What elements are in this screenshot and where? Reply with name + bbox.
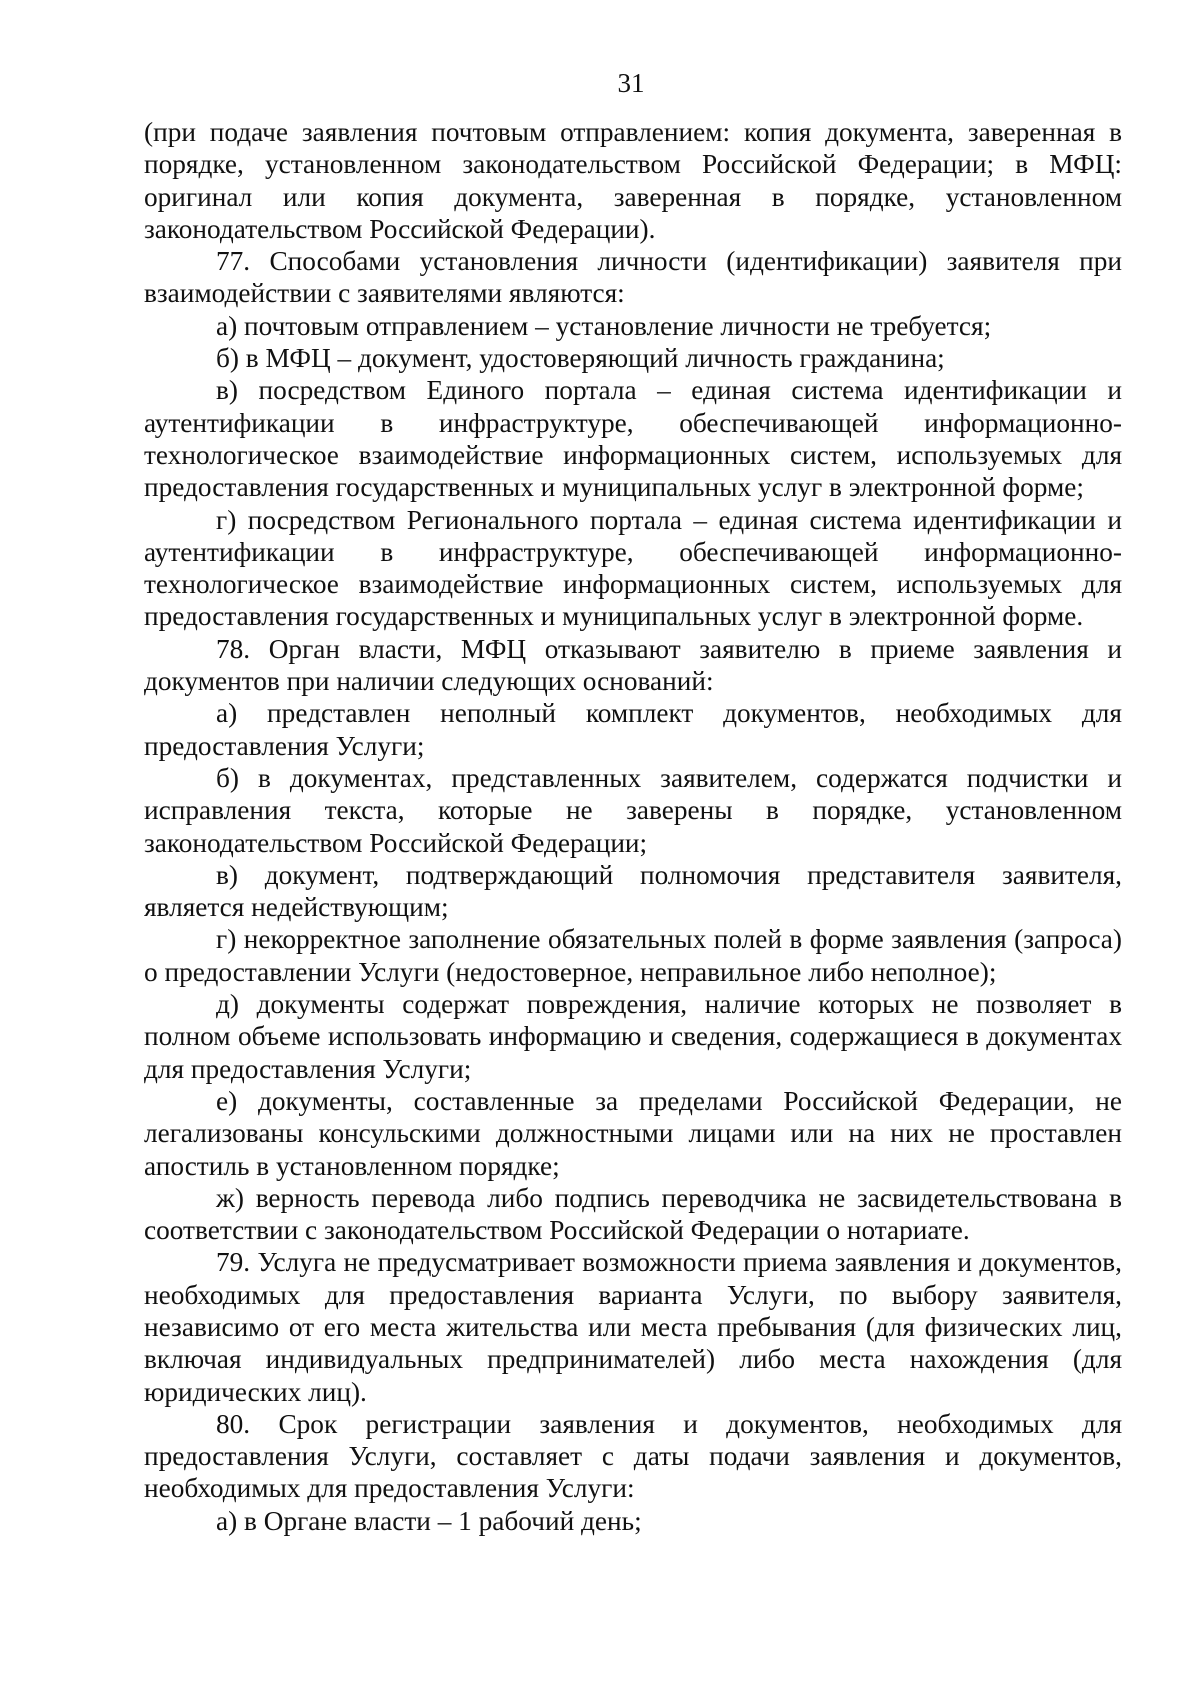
page-number: 31	[617, 68, 645, 98]
paragraph-79: 79. Услуга не предусматривает возможности приема заявления и документов, необходимых для предоставления варианта Услуги, по выбору заявителя, независимо от его места жительства или места пребывания (для физических лиц, включая индивидуальных предпринимателей) либо места нахождения (для юридических лиц).	[144, 1247, 1122, 1407]
document-body	[144, 116, 1122, 1537]
paragraph-78: 78. Орган власти, МФЦ отказывают заявителю в приеме заявления и документов при наличии следующих оснований:	[144, 633, 1122, 697]
paragraph-80-a: а) в Органе власти – 1 рабочий день;	[216, 1505, 642, 1536]
paragraph-77: 77. Способами установления личности (идентификации) заявителя при взаимодействии с заявителями являются:	[144, 246, 1122, 309]
paragraph-78-a: а) представлен неполный комплект документов, необходимых для предоставления Услуги;	[144, 698, 1122, 761]
paragraph-78-e: е) документы, составленные за пределами Российской Федерации, не легализованы консульскими должностными лицами или на них не проставлен апостиль в установленном порядке;	[144, 1085, 1122, 1181]
paragraph-77-v: в) посредством Единого портала – единая система идентификации и аутентификации в инфраструктуре, обеспечивающей информационно-технологическое взаимодействие информационных систем, используемых для предоставления государственных и муниципальных услуг в электронной форме;	[144, 375, 1122, 503]
paragraph-77-g: г) посредством Регионального портала – единая система идентификации и аутентификации в инфраструктуре, обеспечивающей информационно-технологическое взаимодействие информационных систем, используемых для предоставления государственных и муниципальных услуг в электронной форме.	[144, 504, 1122, 632]
paragraph-78-zh: ж) верность перевода либо подпись переводчика не засвидетельствована в соответствии с законодательством Российской Федерации о нотариате.	[144, 1182, 1122, 1246]
paragraph-77-a: а) почтовым отправлением – установление личности не требуется;	[216, 310, 992, 341]
paragraph-continuation: (при подаче заявления почтовым отправлением: копия документа, заверенная в порядке, установленном законодательством Российской Федерации; в МФЦ: оригинал или копия документа, заверенная в порядке, установленном законодательством Российской Федерации).	[144, 117, 1122, 244]
paragraph-77-b: б) в МФЦ – документ, удостоверяющий личность гражданина;	[216, 343, 945, 374]
paragraph-80: 80. Срок регистрации заявления и документов, необходимых для предоставления Услуги, составляет с даты подачи заявления и документов, необходимых для предоставления Услуги:	[144, 1408, 1122, 1504]
paragraph-78-v: в) документ, подтверждающий полномочия представителя заявителя, является недействующим;	[144, 859, 1122, 923]
paragraph-78-d: д) документы содержат повреждения, наличие которых не позволяет в полном объеме использовать информацию и сведения, содержащиеся в документах для предоставления Услуги;	[144, 989, 1122, 1084]
paragraph-78-g: г) некорректное заполнение обязательных полей в форме заявления (запроса) о предоставлении Услуги (недостоверное, неправильное либо неполное);	[144, 924, 1122, 987]
paragraph-78-b: б) в документах, представленных заявителем, содержатся подчистки и исправления текста, которые не заверены в порядке, установленном законодательством Российской Федерации;	[144, 762, 1122, 858]
